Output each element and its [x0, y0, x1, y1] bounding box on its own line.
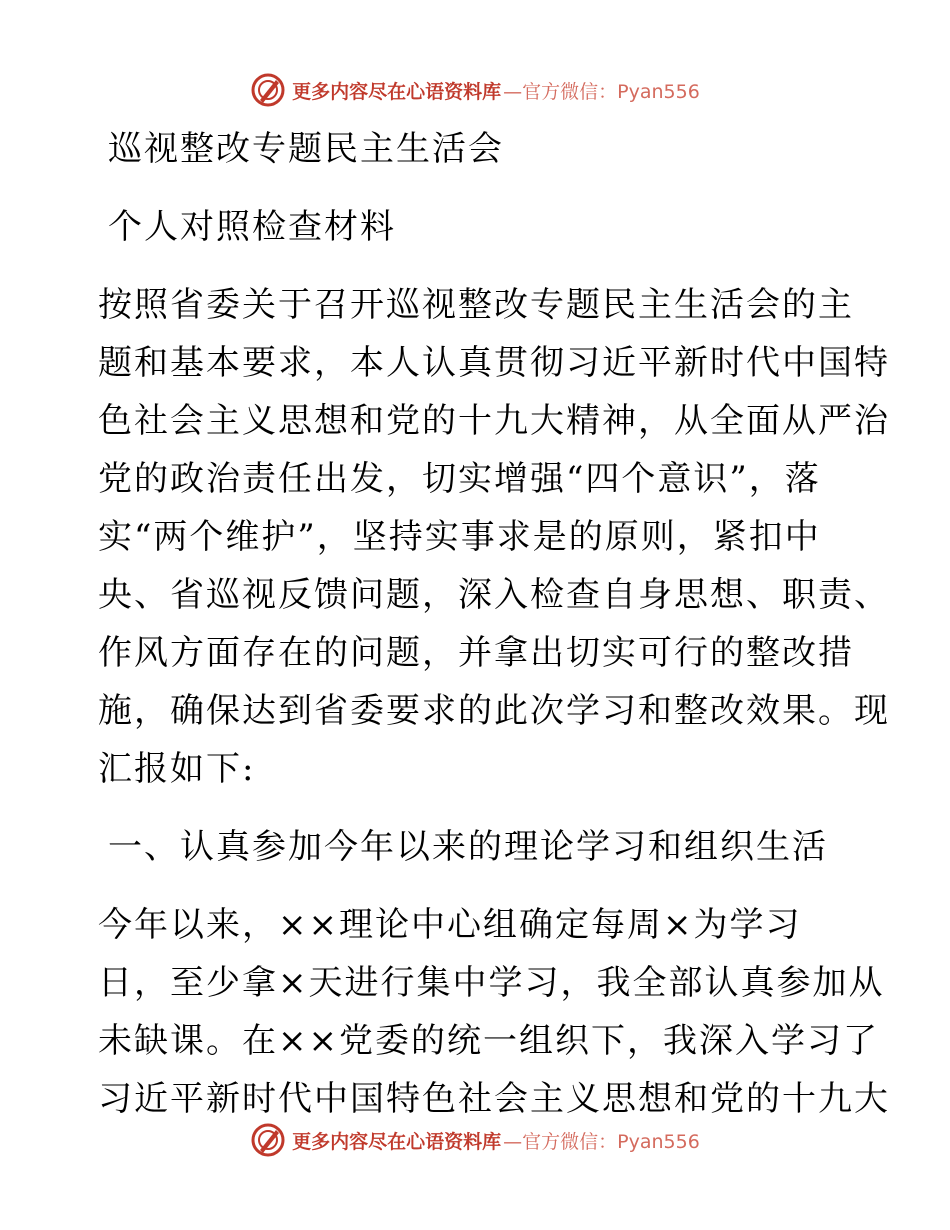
paragraph-section1 [98, 896, 890, 1128]
section-heading-1: 一、认真参加今年以来的理论学习和组织生活 [108, 827, 828, 867]
paragraph-line: 未缺课。在××党委的统一组织下，我深入学习了 [98, 1021, 879, 1061]
document-title: 巡视整改专题民主生活会 [108, 129, 504, 169]
banner-brand-text: 更多内容尽在心语资料库 [292, 1130, 502, 1153]
paragraph-line: 日，至少拿×天进行集中学习，我全部认真参加从 [98, 963, 885, 1003]
paragraph-line: 汇报如下: [98, 749, 256, 789]
paragraph-line: 按照省委关于召开巡视整改专题民主生活会的主 [98, 285, 854, 325]
paragraph-line: 作风方面存在的问题，并拿出切实可行的整改措 [98, 633, 854, 673]
paragraph-intro [98, 276, 890, 798]
paragraph-line: 党的政治责任出发，切实增强“四个意识”，落 [98, 459, 821, 499]
paragraph-line: 今年以来，××理论中心组确定每周×为学习 [98, 905, 802, 945]
paragraph-line: 习近平新时代中国特色社会主义思想和党的十九大 [98, 1079, 890, 1119]
header-watermark-banner [0, 68, 950, 112]
document-body [98, 120, 890, 1128]
banner-wechat-text: —官方微信：Pyan556 [503, 80, 700, 103]
pen-logo-icon [250, 1122, 286, 1158]
paragraph-line: 施，确保达到省委要求的此次学习和整改效果。现 [98, 691, 890, 731]
paragraph-line: 央、省巡视反馈问题，深入检查自身思想、职责、 [98, 575, 890, 615]
banner-wechat-text: —官方微信：Pyan556 [503, 1130, 700, 1153]
pen-logo-icon [250, 72, 286, 108]
footer-watermark-banner [0, 1118, 950, 1162]
paragraph-line: 色社会主义思想和党的十九大精神，从全面从严治 [98, 401, 890, 441]
document-subtitle: 个人对照检查材料 [108, 207, 396, 247]
banner-brand-text: 更多内容尽在心语资料库 [292, 80, 502, 103]
paragraph-line: 实“两个维护”，坚持实事求是的原则，紧扣中 [98, 517, 821, 557]
paragraph-line: 题和基本要求，本人认真贯彻习近平新时代中国特 [98, 343, 890, 383]
